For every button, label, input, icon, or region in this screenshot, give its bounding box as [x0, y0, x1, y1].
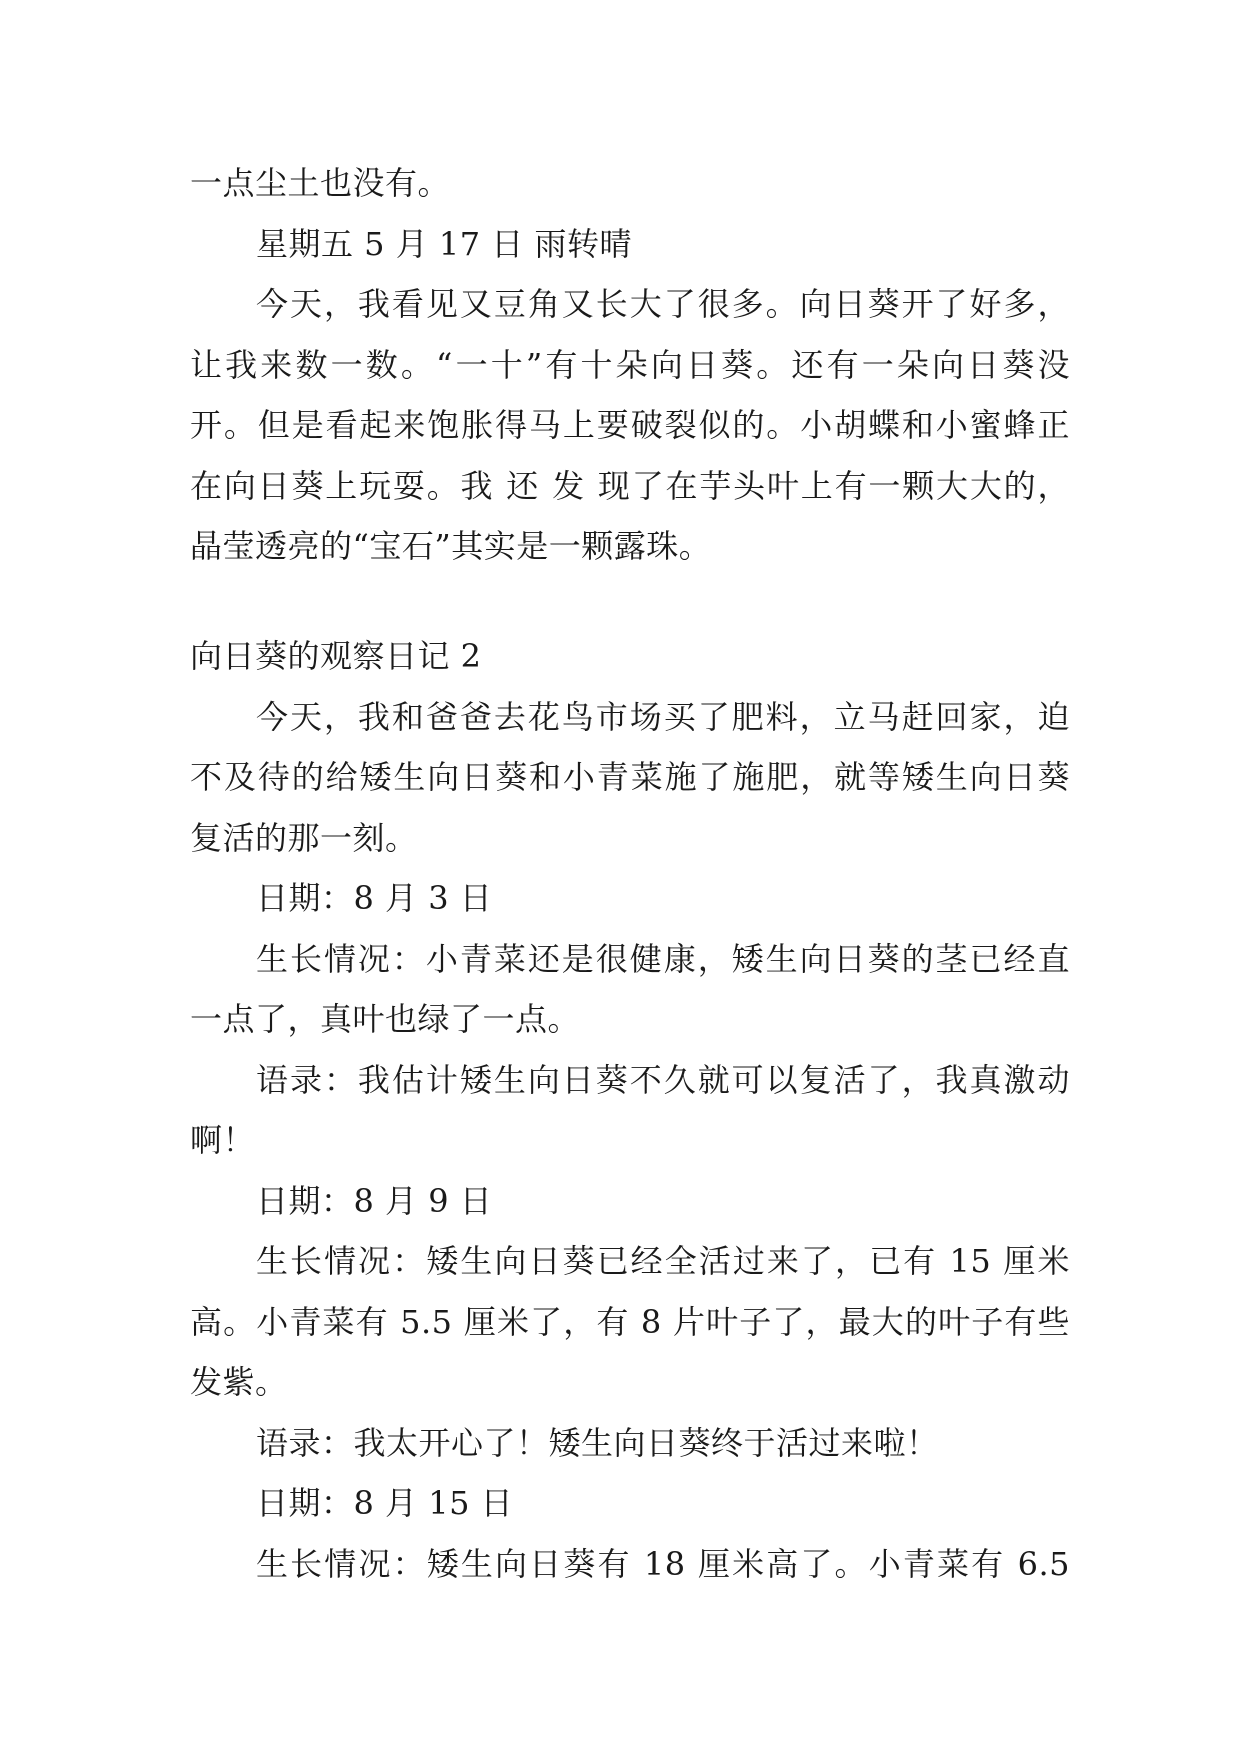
paragraph-line: 不及待的给矮生向日葵和小青菜施了施肥，就等矮生向日葵: [190, 758, 1070, 796]
paragraph-line: 今天，我和爸爸去花鸟市场买了肥料，立马赶回家，迫: [256, 698, 1070, 736]
section-title: 向日葵的观察日记 2: [190, 637, 482, 675]
paragraph-line: 今天，我看见又豆角又长大了很多。向日葵开了好多，: [256, 285, 1070, 323]
growth-note: 生长情况：小青菜还是很健康，矮生向日葵的茎已经直: [256, 940, 1070, 978]
paragraph-line: 在向日葵上玩耍。我 还 发 现了在芋头叶上有一颗大大的，: [190, 467, 1070, 505]
paragraph-line: 让我来数一数。“一十”有十朵向日葵。还有一朵向日葵没: [190, 346, 1070, 384]
paragraph-line: 一点了，真叶也绿了一点。: [190, 1000, 581, 1038]
paragraph-line: 一点尘土也没有。: [190, 164, 451, 202]
growth-note: 生长情况：矮生向日葵已经全活过来了，已有 15 厘米: [256, 1242, 1070, 1280]
growth-note: 生长情况：矮生向日葵有 18 厘米高了。小青菜有 6.5: [256, 1545, 1070, 1583]
quote-note: 语录：我估计矮生向日葵不久就可以复活了，我真激动: [256, 1061, 1070, 1099]
paragraph-line: 晶莹透亮的“宝石”其实是一颗露珠。: [190, 527, 712, 565]
paragraph-line: 高。小青菜有 5.5 厘米了，有 8 片叶子了，最大的叶子有些: [190, 1303, 1070, 1341]
diary-date-heading: 星期五 5 月 17 日 雨转晴: [256, 225, 632, 263]
paragraph-line: 开。但是看起来饱胀得马上要破裂似的。小胡蝶和小蜜蜂正: [190, 406, 1070, 444]
quote-note: 语录：我太开心了！矮生向日葵终于活过来啦！: [256, 1424, 939, 1462]
entry-date: 日期：8 月 9 日: [256, 1182, 493, 1220]
paragraph-line: 发紫。: [190, 1363, 288, 1401]
paragraph-line: 复活的那一刻。: [190, 819, 418, 857]
paragraph-line: 啊！: [190, 1121, 256, 1159]
entry-date: 日期：8 月 3 日: [256, 879, 493, 917]
entry-date: 日期：8 月 15 日: [256, 1484, 514, 1522]
